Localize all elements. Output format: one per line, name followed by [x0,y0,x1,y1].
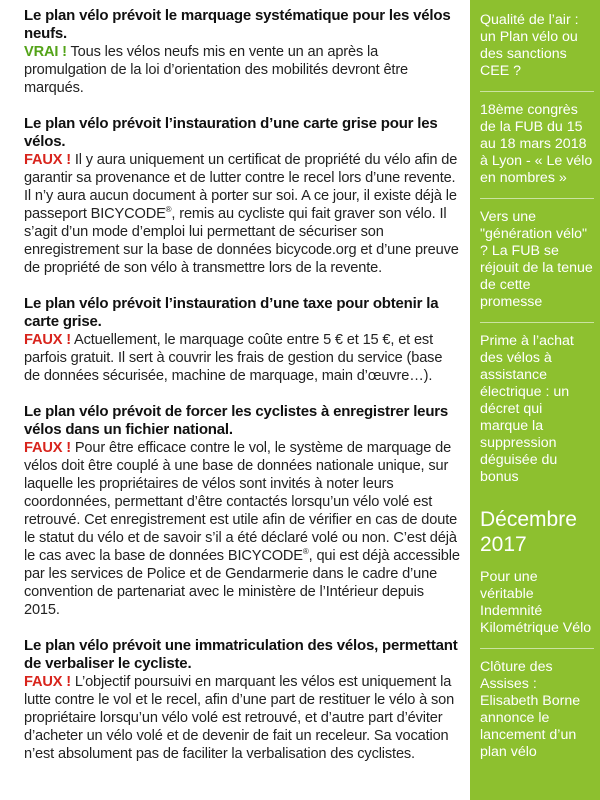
item-text [24,673,462,763]
item-text-before: Il y aura uniquement un certificat de propriété du vélo afin de garantir sa provenance et de lutter contre le recel lors d’une revente. Il n’y aura aucun document à porter sur soi. A ce jour, il existe déjà le passeport BICYCODE [24,152,458,222]
faq-item [24,403,462,619]
item-text [24,331,462,385]
item-text-after: , qui est déjà accessible par les services de Police et de Gendarmerie dans le cadre d’une convention de partenariat avec le ministère de l’Intérieur depuis 2015. [24,548,460,618]
item-text [24,151,462,277]
item-heading: Le plan vélo prévoit le marquage systématique pour les vélos neufs. [24,7,451,42]
item-text-before: Actuellement, le marquage coûte entre 5 € et 15 €, et est parfois gratuit. Il sert à couvrir les frais de gestion du service (base de données sécurisée, machine de marquage, main d’œuvre…). [24,332,443,384]
verdict-label: FAUX ! [24,674,71,690]
item-heading: Le plan vélo prévoit l’instauration d’une taxe pour obtenir la carte grise. [24,295,439,330]
item-text-after: , remis au cycliste qui fait graver son vélo. Il s’agit d’un mode d’emploi lui permettant de sécuriser son enregistrement sur la base de données bicycode.org et d’une preuve de propriété de son vélo à transmettre lors de la revente. [24,206,459,276]
item-heading: Le plan vélo prévoit de forcer les cyclistes à enregistrer leurs vélos dans un fichier national. [24,403,449,438]
sidebar-news-link[interactable]: Vers une "génération vélo" ? La FUB se réjouit de la tenue de cette promesse [480,209,594,323]
item-text-before: Pour être efficace contre le vol, le système de marquage de vélos doit être couplé à une base de données nationale unique, sur laquelle les propriétaires de vélos sont invités à noter leurs coordonnées, permettant d’être contactés lorsqu’un vélo volé est retrouvé. Cet enregistrement est utile afin de vérifier en cas de doute le statut du vélo et de savoir s’il a été déclaré volé ou non. C’est déjà le cas avec la base de données BICYCODE [24,440,458,564]
faq-item [24,295,462,385]
sidebar-news-link[interactable]: Pour une véritable Indemnité Kilométrique Vélo [480,569,594,649]
news-sidebar [470,0,600,800]
item-heading: Le plan vélo prévoit l’instauration d’une carte grise pour les vélos. [24,115,438,150]
verdict-label: VRAI ! [24,44,67,60]
item-text-before: Tous les vélos neufs mis en vente un an après la promulgation de la loi d’orientation des mobilités devront être marqués. [24,44,408,96]
month-heading: Décembre 2017 [480,508,577,556]
faq-item [24,7,462,97]
faq-item [24,115,462,277]
verdict-label: FAUX ! [24,152,71,168]
faq-item [24,637,462,763]
item-text [24,43,462,97]
registered-mark: ® [302,547,309,557]
sidebar-news-link[interactable]: Prime à l’achat des vélos à assistance électrique : un décret qui marque la suppression déguisée du bonus [480,333,574,485]
item-text [24,439,462,619]
verdict-label: FAUX ! [24,332,71,348]
registered-mark: ® [165,205,172,215]
verdict-label: FAUX ! [24,440,71,456]
item-text-before: L’objectif poursuivi en marquant les vélos est uniquement la lutte contre le vol et le recel, afin d’une part de restituer le vélo à son propriétaire lorsqu’un vélo volé est retrouvé, et d’autre part d’éviter d’acheter un vélo volé et de devenir de fait un receleur. Sa vocation n’est absolument pas de faciliter la verbalisation des cyclistes. [24,674,455,762]
item-heading: Le plan vélo prévoit une immatriculation des vélos, permettant de verbaliser le cycliste. [24,637,458,672]
sidebar-news-link[interactable]: Qualité de l’air : un Plan vélo ou des sanctions CEE ? [480,12,594,92]
sidebar-news-link[interactable]: Clôture des Assises : Elisabeth Borne annonce le lancement d’un plan vélo [480,659,581,760]
sidebar-news-link[interactable]: 18ème congrès de la FUB du 15 au 18 mars 2018 à Lyon - « Le vélo en nombres » [480,102,594,199]
